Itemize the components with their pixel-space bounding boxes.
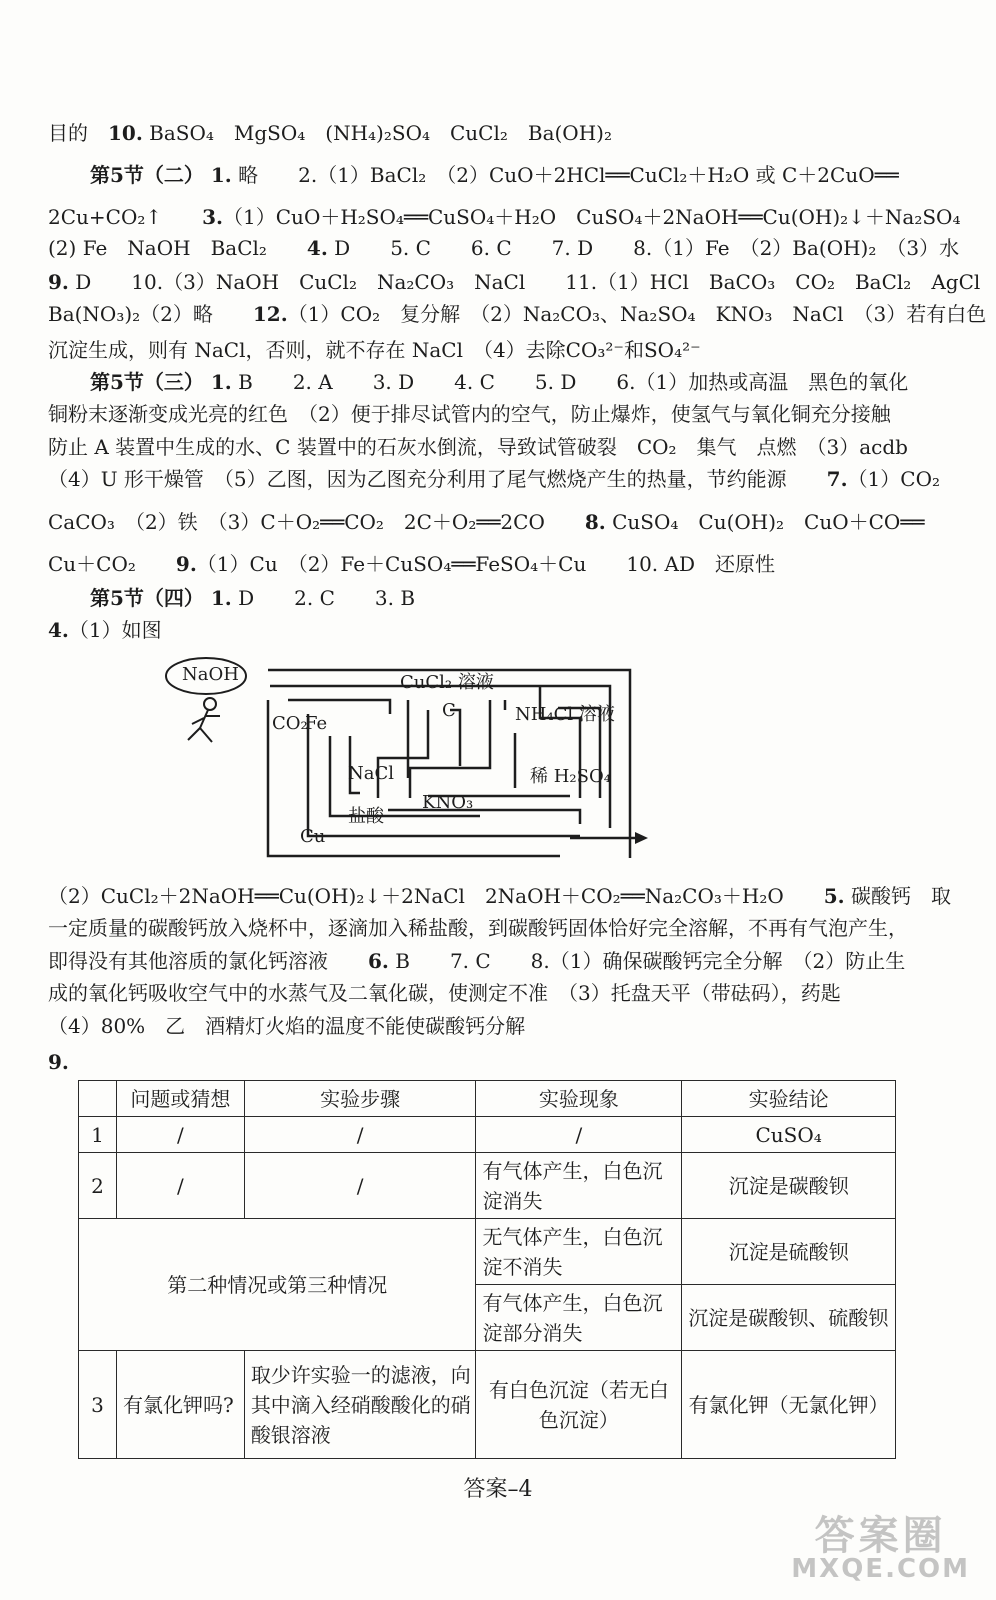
table-cell: 2	[79, 1153, 117, 1219]
text-line: 2Cu+CO₂↑ 3.（1）CuO＋H₂SO₄══CuSO₄＋H₂O CuSO₄＋2NaOH══Cu(OH)₂↓＋Na₂SO₄	[48, 205, 961, 229]
table-cell: 有气体产生，白色沉淀部分消失	[476, 1285, 682, 1351]
table-cell: /	[116, 1153, 244, 1219]
text-line: 防止 A 装置中生成的水、C 装置中的石灰水倒流，导致试管破裂 CO₂ 集气 点燃 （3）acdb	[48, 435, 908, 459]
section-heading-line: 第5节（三） 1. B 2. A 3. D 4. C 5. D 6.（1）加热或高温 黑色的氧化	[90, 370, 909, 394]
maze-label-cu: Cu	[300, 826, 326, 847]
table-cell: 沉淀是碳酸钡	[682, 1153, 896, 1219]
table-cell: 有氯化钾（无氯化钾）	[682, 1351, 896, 1459]
table-row	[79, 1117, 896, 1153]
table-cell: 有白色沉淀（若无白色沉淀）	[476, 1351, 682, 1459]
table-cell: 沉淀是硫酸钡	[682, 1219, 896, 1285]
table-cell: /	[244, 1153, 476, 1219]
text-line: （4）80% 乙 酒精灯火焰的温度不能使碳酸钙分解	[48, 1014, 526, 1038]
table-cell: 有氯化钾吗?	[116, 1351, 244, 1459]
table-cell: 1	[79, 1117, 117, 1153]
header-cell	[79, 1081, 117, 1117]
table-row	[79, 1219, 896, 1285]
text-line: 即得没有其他溶质的氯化钙溶液 6. B 7. C 8.（1）确保碳酸钙完全分解 （2）防止生	[48, 949, 906, 973]
text-line: 一定质量的碳酸钙放入烧杯中，逐滴加入稀盐酸，到碳酸钙固体恰好完全溶解，不再有气泡产生，	[48, 916, 908, 940]
header-cell: 实验现象	[476, 1081, 682, 1117]
maze-label-kno3: KNO₃	[422, 792, 474, 813]
maze-label-cucl2: CuCl₂ 溶液	[400, 672, 494, 693]
table-cell: CuSO₄	[682, 1117, 896, 1153]
table-cell: 3	[79, 1351, 117, 1459]
question-number: 9.	[48, 1050, 69, 1074]
table-cell: 取少许实验一的滤液，向其中滴入经硝酸酸化的硝酸银溶液	[244, 1351, 476, 1459]
table-cell: /	[476, 1117, 682, 1153]
watermark-text: 答案圈	[814, 1513, 947, 1559]
text-line: 成的氧化钙吸收空气中的水蒸气及二氧化碳，使测定不准 （3）托盘天平（带砝码），药匙	[48, 981, 841, 1005]
table-header-row	[79, 1081, 896, 1117]
table-cell: /	[244, 1117, 476, 1153]
table-cell: 沉淀是碳酸钡、硫酸钡	[682, 1285, 896, 1351]
header-cell: 问题或猜想	[116, 1081, 244, 1117]
text-line: 铜粉末逐渐变成光亮的红色 （2）便于排尽试管内的空气，防止爆炸，使氢气与氧化铜充分接触	[48, 402, 891, 426]
table-cell: 有气体产生，白色沉淀消失	[476, 1153, 682, 1219]
maze-label-nacl: NaCl	[348, 763, 395, 784]
answer-table	[78, 1080, 896, 1459]
text-line: （2）CuCl₂＋2NaOH══Cu(OH)₂↓＋2NaCl 2NaOH＋CO₂══Na₂CO₃＋H₂O 5. 碳酸钙 取	[48, 884, 951, 908]
text-line: 4.（1）如图	[48, 618, 162, 642]
page-number: 答案–4	[463, 1477, 533, 1502]
text-line: CaCO₃ （2）铁 （3）C＋O₂══CO₂ 2C＋O₂══2CO 8. CuSO₄ Cu(OH)₂ CuO＋CO══	[48, 510, 925, 534]
header-cell: 实验步骤	[244, 1081, 476, 1117]
table-cell: 无气体产生，白色沉淀不消失	[476, 1219, 682, 1285]
text-line: 沉淀生成，则有 NaCl，否则，就不存在 NaCl （4）去除CO₃²⁻和SO₄²⁻	[48, 338, 701, 362]
maze-label-fe: Fe	[305, 713, 328, 734]
table-cell: /	[116, 1117, 244, 1153]
text-line: （4）U 形干燥管 （5）乙图，因为乙图充分利用了尾气燃烧产生的热量，节约能源 7.（1）CO₂	[48, 467, 941, 491]
section-heading-line: 第5节（二） 1. 略 2.（1）BaCl₂ （2）CuO＋2HCl══CuCl₂＋H₂O 或 C＋2CuO══	[90, 163, 899, 187]
table-row	[79, 1351, 896, 1459]
maze-label-c: C	[442, 700, 456, 721]
maze-label-co2: CO₂	[272, 713, 308, 734]
maze-start-label: NaOH	[182, 664, 239, 685]
watermark-url: MXQE.COM	[791, 1554, 970, 1584]
text-line: Ba(NO₃)₂（2）略 12.（1）CO₂ 复分解 （2）Na₂CO₃、Na₂SO₄ KNO₃ NaCl （3）若有白色	[48, 302, 987, 326]
header-cell: 实验结论	[682, 1081, 896, 1117]
maze-label-nh4cl: NH₄Cl 溶液	[515, 704, 615, 725]
text-line: 9. D 10.（3）NaOH CuCl₂ Na₂CO₃ NaCl 11.（1）HCl BaCO₃ CO₂ BaCl₂ AgCl	[48, 270, 981, 294]
maze-diagram	[160, 648, 660, 878]
maze-label-hcl: 盐酸	[348, 806, 384, 827]
text-line: (2) Fe NaOH BaCl₂ 4. D 5. C 6. C 7. D 8.（1）Fe （2）Ba(OH)₂ （3）水	[48, 236, 960, 260]
maze-label-h2so4: 稀 H₂SO₄	[530, 766, 611, 787]
watermark-logo	[791, 1513, 970, 1584]
text-line: Cu＋CO₂ 9.（1）Cu （2）Fe＋CuSO₄══FeSO₄＋Cu 10. AD 还原性	[48, 552, 775, 576]
table-cell-merged: 第二种情况或第三种情况	[79, 1219, 476, 1351]
section-heading-line: 第5节（四） 1. D 2. C 3. B	[90, 586, 416, 610]
text-line: 目的 10. BaSO₄ MgSO₄ (NH₄)₂SO₄ CuCl₂ Ba(OH)₂	[48, 121, 612, 145]
table-row	[79, 1153, 896, 1219]
